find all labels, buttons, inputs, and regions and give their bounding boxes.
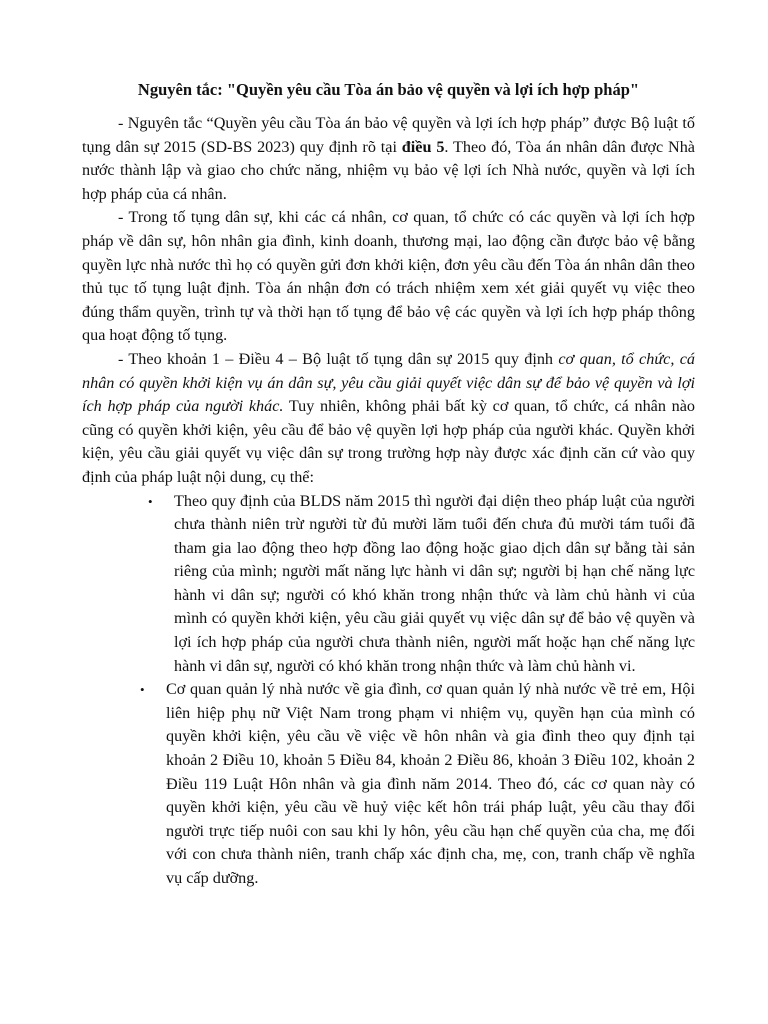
bullet-list [82, 490, 695, 891]
paragraph-text: . Theo đó, Tòa án nhân dân được Nhà nước thành lập và giao cho chức năng, nhiệm vụ bảo vệ lợi ích Nhà nước, quyền và lợi ích hợp pháp của cá nhân. [82, 137, 695, 203]
list-item [82, 678, 695, 890]
paragraph-principle-article-5 [82, 112, 695, 206]
document-page [82, 78, 695, 891]
paragraph-litigation-rights: - Trong tố tụng dân sự, khi các cá nhân, cơ quan, tổ chức có các quyền và lợi ích hợp pháp về dân sự, hôn nhân gia đình, kinh doanh, thương mại, lao động cần được bảo vệ bằng quyền lực nhà nước thì họ có quyền gửi đơn khởi kiện, đơn yêu cầu đến Tòa án nhân dân theo thủ tục tố tụng luật định. Tòa án nhận đơn có trách nhiệm xem xét giải quyết vụ việc theo đúng thẩm quyền, trình tự và thời hạn tố tụng để bảo vệ các quyền và lợi ích hợp pháp thông qua hoạt động tố tụng. [82, 208, 695, 345]
bullet-icon: • [148, 493, 153, 509]
document-title: Nguyên tắc: "Quyền yêu cầu Tòa án bảo vệ quyền và lợi ích hợp pháp" [137, 80, 640, 99]
paragraph-text: - Nguyên tắc “Quyền yêu cầu Tòa án bảo vệ quyền và lợi ích hợp pháp” được Bộ luật tố tụng dân sự 2015 (SD-BS 2023) quy định rõ tại [82, 114, 695, 156]
list-item [82, 490, 695, 679]
paragraph-clause-1-article-4 [82, 348, 695, 490]
paragraph-text: Tuy nhiên, không phải bất kỳ cơ quan, tổ chức, cá nhân nào cũng có quyền khởi kiện, yêu cầu để bảo vệ quyền lợi hợp pháp của người khác. Quyền khởi kiện, yêu cầu giải quyết vụ việc dân sự trong trường hợp này được xác định căn cứ vào quy định của pháp luật nội dung, cụ thể: [82, 397, 695, 486]
quoted-provision: cơ quan, tổ chức, cá nhân có quyền khởi kiện vụ án dân sự, yêu cầu giải quyết việc dân sự để bảo vệ quyền và lợi ích hợp pháp của người khác. [82, 349, 695, 416]
paragraph-text: - Theo khoản 1 – Điều 4 – Bộ luật tố tụng dân sự 2015 quy định [118, 349, 559, 368]
list-item-text: Cơ quan quản lý nhà nước về gia đình, cơ quan quản lý nhà nước về trẻ em, Hội liên hiệp phụ nữ Việt Nam trong phạm vi nhiệm vụ, quyền hạn của mình có quyền khởi kiện, yêu cầu về việc về hôn nhân và gia đình theo quy định tại khoản 2 Điều 10, khoản 5 Điều 84, khoản 2 Điều 86, khoản 3 Điều 102, khoản 2 Điều 119 Luật Hôn nhân và gia đình năm 2014. Theo đó, các cơ quan này có quyền khởi kiện, yêu cầu về huỷ việc kết hôn trái pháp luật, yêu cầu thay đổi người trực tiếp nuôi con sau khi ly hôn, yêu cầu hạn chế quyền của cha, mẹ đối với con chưa thành niên, tranh chấp xác định cha, mẹ, con, tranh chấp về nghĩa vụ cấp dưỡng. [166, 680, 695, 887]
bullet-icon: • [140, 682, 145, 698]
list-item-text: Theo quy định của BLDS năm 2015 thì người đại diện theo pháp luật của người chưa thành niên trừ người từ đủ mười lăm tuổi đến chưa đủ mười tám tuổi đã tham gia lao động theo hợp đồng lao động hoặc giao dịch dân sự bằng tài sản riêng của mình; người mất năng lực hành vi dân sự; người bị hạn chế năng lực hành vi dân sự; người có khó khăn trong nhận thức và làm chủ hành vi của mình có quyền khởi kiện, yêu cầu giải quyết vụ việc dân sự để bảo vệ quyền và lợi ích hợp pháp của người chưa thành niên, người mất hoặc hạn chế năng lực hành vi dân sự, người có khó khăn trong nhận thức và làm chủ hành vi. [174, 491, 695, 675]
article-reference: điều 5 [401, 137, 445, 156]
